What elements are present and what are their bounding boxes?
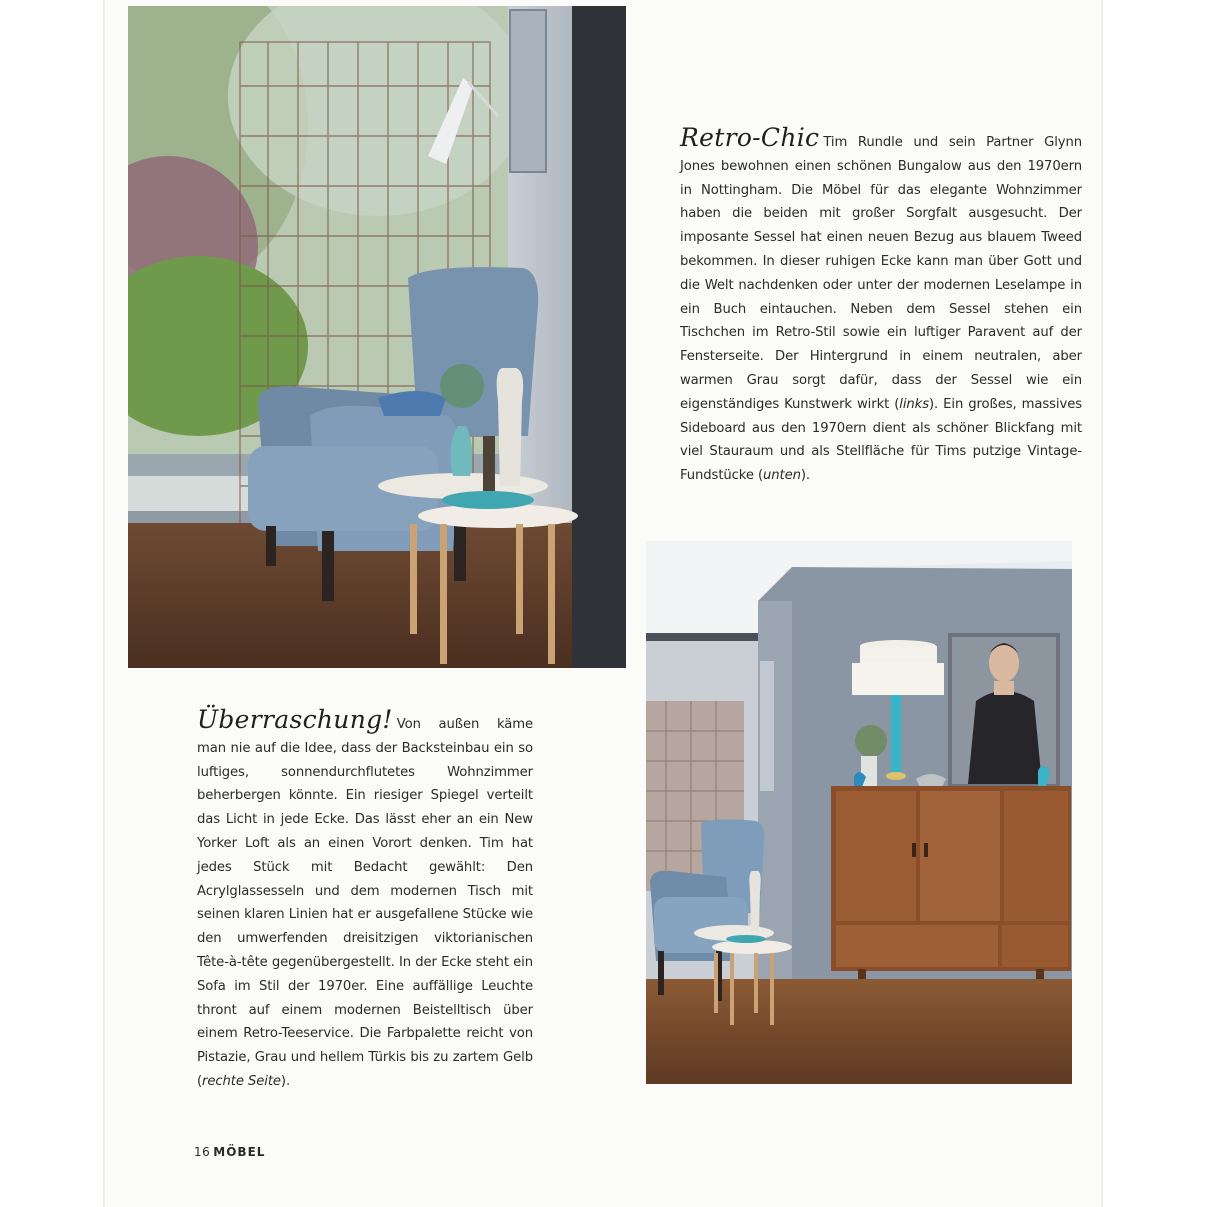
photo-reference: unten [763, 468, 801, 484]
body-text: Tim Rundle und sein Partner Glynn Jones bewohnen einen schönen Bungalow aus den 1970ern in Nottingham. Die Möbel für das elegante Wohnzimmer haben die beiden mit großer Sorgfalt ausgesucht. Der imposante Sessel hat einen neuen Bezug aus blauem Tweed bekommen. In dieser ruhigen Ecke kann man über Gott und die Welt nachdenken oder unter der modernen Leselampe in ein Buch eintauchen. Neben dem Sessel stehen ein Tischchen im Retro-Stil sowie ein luftiger Paravent auf der Fensterseite. Der Hintergrund in einem neutralen, aber warmen Grau sorgt dafür, dass der Sessel wie ein eigenständiges Kunstwerk wirkt ( [680, 135, 1082, 412]
article-section-retro-chic [680, 123, 1082, 488]
section-heading-ueberraschung: Überraschung! [197, 705, 393, 734]
body-text: Von außen käme man nie auf die Idee, dass der Backsteinbau ein so luftiges, sonnendurchflutetes Wohnzimmer beherbergen könnte. Ein riesiger Spiegel verteilt das Licht in jede Ecke. Das lässt eher an ein New Yorker Loft als an einen Vorort denken. Tim hat jedes Stück mit Bedacht gewählt: Den Acrylglassesseln und dem modernen Tisch mit seinen klaren Linien hat er ausgefallene Stücke wie den umwerfenden dreisitzigen viktorianischen Tête-à-tête gegenübergestellt. In der Ecke steht ein Sofa im Stil der 1970er. Eine auffällige Leuchte thront auf einem modernen Beistelltisch über einem Retro-Teeservice. Die Farbpalette reicht von Pistazie, Grau und hellem Türkis bis zu zartem Gelb ( [197, 717, 533, 1089]
photo-reference: links [899, 396, 929, 412]
photo-sideboard [646, 541, 1072, 1084]
body-text: ). [800, 468, 811, 484]
page-folio [194, 1145, 265, 1159]
body-text: ). [280, 1073, 291, 1089]
page-number: 16 [194, 1145, 211, 1159]
body-text: ). Ein großes, massives Sideboard aus den 1970ern dient als schöner Blickfang mit viel Stauraum und als Stellfläche für Tims putzige Vintage-Fundstücke ( [680, 396, 1082, 484]
photo-reference: rechte Seite [202, 1073, 281, 1089]
section-heading-retro-chic: Retro-Chic [680, 123, 820, 152]
photo-armchair-corner [128, 6, 626, 668]
article-section-ueberraschung [197, 705, 533, 1094]
section-name: MÖBEL [213, 1145, 266, 1159]
